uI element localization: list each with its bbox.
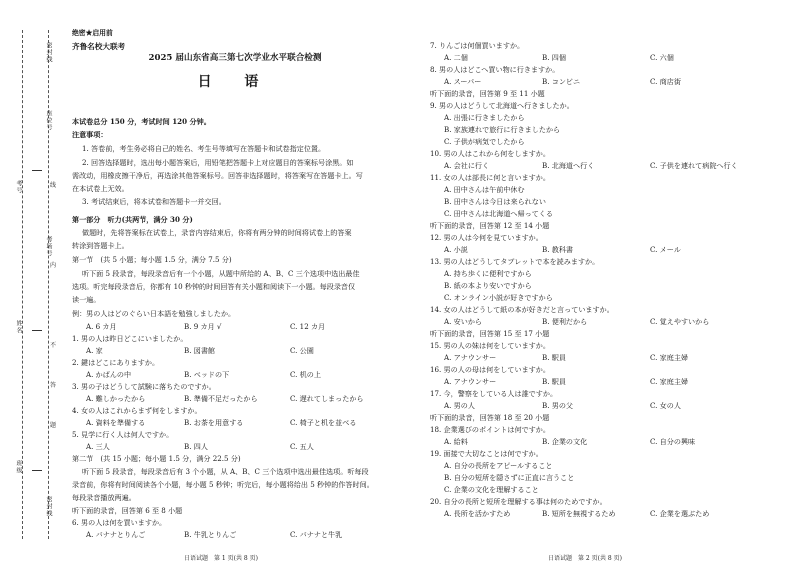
question-3: 3. 男の子はどうして試験に落ちたのですか。 <box>72 382 216 391</box>
question-1: 1. 男の人は昨日どこにいましたか。 <box>72 334 188 343</box>
q9-option-c: C. 子供が病気でしたから <box>444 137 525 146</box>
q4-option-a: A. 資料を準備する <box>86 418 146 427</box>
question-8: 8. 男の人はどこへ買い物に行きますか。 <box>430 65 560 74</box>
section1-intro: 读一遍。 <box>72 295 101 304</box>
section1-intro: 听下面 5 段录音，每段录音后有一个小题，从题中所给的 A、B、C 三个选项中选出最佳 <box>82 269 360 278</box>
q13-option-a: A. 持ち歩くに便利ですから <box>444 269 532 278</box>
margin-char: 线 <box>50 182 57 189</box>
q20-option-b: B. 短所を無視するため <box>542 509 616 518</box>
q18-option-a: A. 給料 <box>444 437 468 446</box>
exam-title: 2025 届山东省高三第七次学业水平联合检测 <box>148 53 322 63</box>
segment-heading: 听下面的录音，回答第 15 至 17 小题 <box>430 329 550 338</box>
q12-option-b: B. 教科書 <box>542 245 574 254</box>
q20-option-c: C. 企業を選ぶため <box>650 509 710 518</box>
question-11: 11. 女の人は部長に何と言いますか。 <box>430 173 550 182</box>
q11-option-c: C. 田中さんは北海道へ帰ってくる <box>444 209 553 218</box>
q2-option-a: A. かばんの中 <box>86 370 132 379</box>
q18-option-c: C. 自分の興味 <box>650 437 696 446</box>
q8-option-b: B. コンビニ <box>542 77 581 86</box>
q19-option-c: C. 企業の文化を理解すること <box>444 485 539 494</box>
margin-label-class: 班级 <box>15 460 22 474</box>
q18-option-b: B. 企業の文化 <box>542 437 588 446</box>
time-info: 本试卷总分 150 分，考试时间 120 分钟。 <box>72 117 211 126</box>
example-option-b: B. 9 カ月 √ <box>184 322 222 331</box>
q1-option-b: B. 図書館 <box>184 346 216 355</box>
question-18: 18. 企業選びのポイントは何ですか。 <box>430 425 550 434</box>
binding-margin <box>0 0 64 569</box>
question-6: 6. 男の人は何を買いますか。 <box>72 518 167 527</box>
margin-rule <box>32 470 42 471</box>
q16-option-c: C. 家庭主婦 <box>650 377 689 386</box>
question-4: 4. 女の人はこれからまず何をしますか。 <box>72 406 202 415</box>
q3-option-a: A. 難しかったから <box>86 394 146 403</box>
segment-heading: 听下面的录音，回答第 6 至 8 小题 <box>72 506 183 515</box>
question-17: 17. 今，警察をしている人は誰ですか。 <box>430 389 558 398</box>
margin-label-room: 考场号 <box>45 236 52 257</box>
notice-item: 1. 答卷前，考生务必将自己的姓名、考生号等填写在答题卡和试卷指定位置。 <box>82 144 326 153</box>
q16-option-b: B. 駅員 <box>542 377 566 386</box>
q6-option-c: C. バナナと牛乳 <box>290 530 343 539</box>
page-footer-2: 日语试题 第 2 页(共 8 页) <box>548 555 622 562</box>
q2-option-c: C. 机の上 <box>290 370 321 379</box>
margin-rule <box>32 330 42 331</box>
q15-option-c: C. 家庭主婦 <box>650 353 689 362</box>
q15-option-b: B. 駅員 <box>542 353 566 362</box>
q6-option-a: A. バナナとりんご <box>86 530 146 539</box>
example-option-c: C. 12 カ月 <box>290 322 326 331</box>
example-option-a: A. 6 カ月 <box>86 322 117 331</box>
margin-label-seal-bottom: 密封线 <box>45 496 52 517</box>
section2-intro: 听下面 5 段录音，每段录音后有 3 个小题，从 A、B、C 三个选项中选出最佳选项。听每段 <box>82 467 369 476</box>
margin-label-seat: 座位号 <box>45 110 52 131</box>
segment-heading: 听下面的录音，回答第 12 至 14 小题 <box>430 221 550 230</box>
q4-option-b: B. お茶を用意する <box>184 418 244 427</box>
q10-option-c: C. 子供を連れて病院へ行く <box>650 161 738 170</box>
page-2 <box>430 0 770 569</box>
question-13: 13. 男の人はどうしてタブレットで本を読みますか。 <box>430 257 600 266</box>
q12-option-c: C. メール <box>650 245 681 254</box>
margin-char: 不 <box>50 342 57 349</box>
margin-label-seal-top: 密封线 <box>45 42 52 63</box>
seal-line-outer <box>48 30 49 539</box>
margin-char: 题 <box>50 422 57 429</box>
q17-option-c: C. 女の人 <box>650 401 681 410</box>
example-question: 例：男の人はどのぐらい日本語を勉強しましたか。 <box>72 309 236 318</box>
q16-option-a: A. アナウンサー <box>444 377 497 386</box>
segment-heading: 听下面的录音，回答第 18 至 20 小题 <box>430 413 550 422</box>
q10-option-a: A. 会社に行く <box>444 161 490 170</box>
q14-option-a: A. 安いから <box>444 317 483 326</box>
q6-option-b: B. 牛乳とりんご <box>184 530 237 539</box>
section2-intro: 录音前，你将有时间阅读各个小题，每小题 5 秒钟；听完后，每小题将给出 5 秒钟的作答时间。 <box>72 480 374 489</box>
question-10: 10. 男の人はこれから何をしますか。 <box>430 149 550 158</box>
q19-option-a: A. 自分の長所をアピールすること <box>444 461 553 470</box>
question-15: 15. 男の人の妹は何をしていますか。 <box>430 341 550 350</box>
section2-intro: 每段录音播放两遍。 <box>72 493 136 502</box>
q7-option-b: B. 四個 <box>542 53 566 62</box>
question-19: 19. 面接で大切なことは何ですか。 <box>430 449 543 458</box>
subject-title: 日 语 <box>197 74 273 90</box>
question-12: 12. 男の人は今何を見ていますか。 <box>430 233 543 242</box>
page-1 <box>72 0 398 569</box>
q20-option-a: A. 長所を活かすため <box>444 509 511 518</box>
q19-option-b: B. 自分の短所を隠さずに正直に言うこと <box>444 473 575 482</box>
question-20: 20. 自分の長所と短所を理解する事は何のためですか。 <box>430 497 607 506</box>
q9-option-b: B. 家族連れで旅行に行きましたから <box>444 125 561 134</box>
segment-heading: 听下面的录音，回答第 9 至 11 小题 <box>430 89 545 98</box>
q17-option-a: A. 男の人 <box>444 401 475 410</box>
part1-heading: 第一部分 听力(共两节，满分 30 分) <box>72 215 193 224</box>
q15-option-a: A. アナウンサー <box>444 353 497 362</box>
q12-option-a: A. 小説 <box>444 245 468 254</box>
section2-heading: 第二节 (共 15 小题；每小题 1.5 分，满分 22.5 分) <box>72 454 241 463</box>
notice-item: 需改动，用橡皮擦干净后，再选涂其他答案标号。回答非选择题时，将答案写在答题卡上。写 <box>72 171 363 180</box>
organizer: 齐鲁名校大联考 <box>72 42 126 51</box>
q7-option-c: C. 六個 <box>650 53 674 62</box>
secret-mark: 绝密★启用前 <box>72 29 113 37</box>
part1-intro: 转涂到答题卡上。 <box>72 241 129 250</box>
q3-option-b: B. 準備不足だったから <box>184 394 258 403</box>
q11-option-a: A. 田中さんは午前中休む <box>444 185 525 194</box>
q13-option-c: C. オンライン小説が好きですから <box>444 293 553 302</box>
margin-rule <box>32 170 42 171</box>
q1-option-c: C. 公園 <box>290 346 314 355</box>
margin-label-exam-no: 考号 <box>15 180 22 194</box>
q8-option-a: A. スーパー <box>444 77 482 86</box>
section1-intro: 选项。听完每段录音后，你都有 10 秒钟的时间回答有关小题和阅读下一小题。每段录音仅 <box>72 282 356 291</box>
q1-option-a: A. 家 <box>86 346 103 355</box>
q17-option-b: B. 男の父 <box>542 401 574 410</box>
q8-option-c: C. 商店街 <box>650 77 681 86</box>
question-9: 9. 男の人はどうして北海道へ行きましたか。 <box>430 101 574 110</box>
q14-option-c: C. 覚えやすいから <box>650 317 710 326</box>
question-2: 2. 鍵はどこにありますか。 <box>72 358 160 367</box>
q5-option-c: C. 五人 <box>290 442 314 451</box>
q4-option-c: C. 椅子と机を並べる <box>290 418 357 427</box>
q7-option-a: A. 二個 <box>444 53 468 62</box>
q2-option-b: B. ベッドの下 <box>184 370 230 379</box>
q9-option-a: A. 出張に行きましたから <box>444 113 525 122</box>
notice-item: 3. 考试结束后，将本试卷和答题卡一并交回。 <box>82 197 226 206</box>
question-16: 16. 男の人の母は何をしていますか。 <box>430 365 550 374</box>
section1-heading: 第一节 (共 5 小题；每小题 1.5 分，满分 7.5 分) <box>72 255 232 264</box>
question-7: 7. りんごは何個買いますか。 <box>430 41 525 50</box>
q5-option-a: A. 三人 <box>86 442 110 451</box>
q13-option-b: B. 紙の本より安いですから <box>444 281 532 290</box>
margin-char: 内 <box>50 262 57 269</box>
notice-heading: 注意事项： <box>72 130 108 139</box>
margin-label-name: 姓名 <box>15 320 22 334</box>
question-5: 5. 見学に行く人は何人ですか。 <box>72 430 174 439</box>
question-14: 14. 女の人はどうして紙の本が好きだと言っていますか。 <box>430 305 614 314</box>
margin-char: 答 <box>50 382 57 389</box>
notice-item: 2. 回答选择题时，选出每小题答案后，用铅笔把答题卡上对应题目的答案标号涂黑。如 <box>82 158 354 167</box>
q10-option-b: B. 北海道へ行く <box>542 161 595 170</box>
q3-option-c: C. 遅れてしまったから <box>290 394 364 403</box>
notice-item: 在本试卷上无效。 <box>72 184 129 193</box>
part1-intro: 做题时，先将答案标在试卷上，录音内容结束后，你将有两分钟的时间将试卷上的答案 <box>82 228 352 237</box>
page-footer-1: 日语试题 第 1 页(共 8 页) <box>184 555 258 562</box>
q11-option-b: B. 田中さんは今日は来られない <box>444 197 546 206</box>
q5-option-b: B. 四人 <box>184 442 208 451</box>
q14-option-b: B. 便利だから <box>542 317 588 326</box>
